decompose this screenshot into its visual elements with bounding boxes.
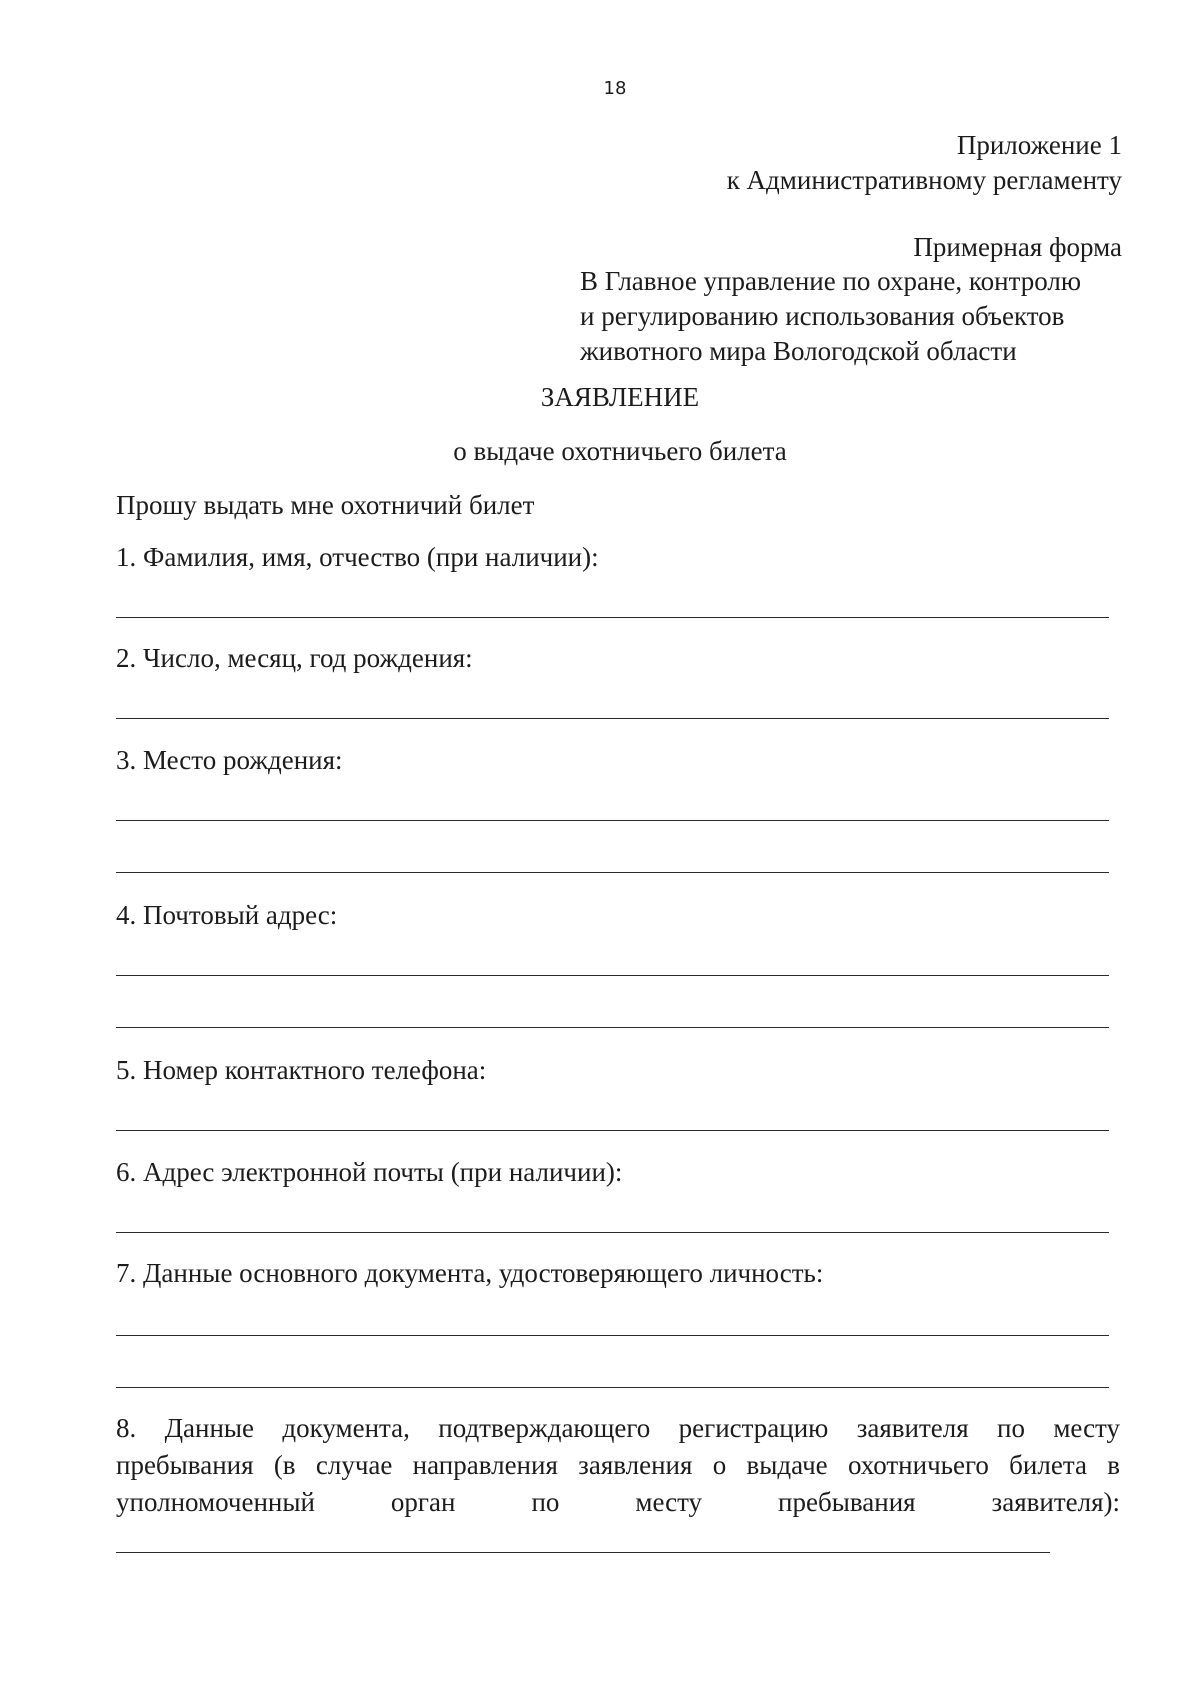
document-subtitle: о выдаче охотничьего билета (453, 436, 787, 466)
field-label-full-name: 1. Фамилия, имя, отчество (при наличии): (116, 542, 599, 572)
addressee-block (580, 264, 1140, 369)
addressee-line-3: животного мира Вологодской области (580, 336, 1017, 366)
field-label-email: 6. Адрес электронной почты (при наличии): (116, 1157, 623, 1187)
full-name-fill-line[interactable] (116, 617, 1109, 618)
phone-fill-line[interactable] (116, 1130, 1109, 1131)
field-label-birth-place: 3. Место рождения: (116, 745, 343, 775)
email-fill-line[interactable] (116, 1232, 1109, 1233)
identity-document-fill-line-2[interactable] (116, 1387, 1109, 1388)
appendix-line-1: Приложение 1 (956, 130, 1122, 160)
registration-document-line-3: уполномоченный орган по месту пребывания заявителя): (116, 1487, 1120, 1517)
field-label-phone: 5. Номер контактного телефона: (116, 1055, 487, 1085)
field-label-registration-document (116, 1410, 1120, 1521)
addressee-line-2: и регулированию использования объектов (580, 301, 1065, 331)
postal-address-fill-line-2[interactable] (116, 1027, 1109, 1028)
appendix-line-2: к Административному регламенту (726, 165, 1122, 195)
addressee-line-1: В Главное управление по охране, контролю (580, 266, 1082, 296)
birth-place-fill-line-1[interactable] (116, 820, 1109, 821)
registration-document-line-1: 8. Данные документа, подтверждающего регистрацию заявителя по месту (116, 1413, 1120, 1443)
intro-text: Прошу выдать мне охотничий билет (116, 490, 535, 520)
birth-date-fill-line[interactable] (116, 718, 1109, 719)
field-label-identity-document: 7. Данные основного документа, удостоверяющего личность: (116, 1258, 824, 1288)
postal-address-fill-line-1[interactable] (116, 975, 1109, 976)
field-label-birth-date: 2. Число, месяц, год рождения: (116, 643, 473, 673)
page-number: 18 (603, 78, 627, 99)
identity-document-fill-line-1[interactable] (116, 1335, 1109, 1336)
form-type: Примерная форма (913, 232, 1122, 262)
registration-document-fill-line[interactable] (116, 1552, 1050, 1553)
field-label-postal-address: 4. Почтовый адрес: (116, 900, 338, 930)
document-title: ЗАЯВЛЕНИЕ (540, 382, 700, 412)
birth-place-fill-line-2[interactable] (116, 872, 1109, 873)
registration-document-line-2: пребывания (в случае направления заявления о выдаче охотничьего билета в (116, 1450, 1120, 1480)
